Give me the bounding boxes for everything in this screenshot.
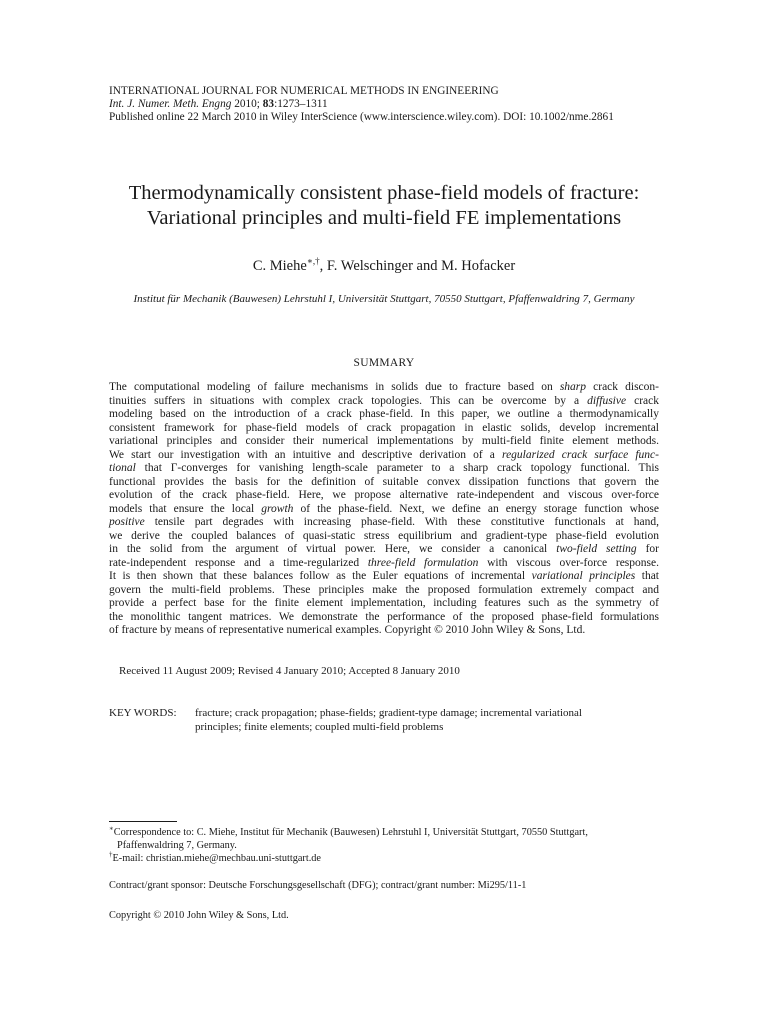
- abstract-segment: variational principles and consider their numerical implementations by multi-field finite element methods.: [109, 435, 659, 447]
- abstract-line: [109, 570, 659, 584]
- footnote-correspondence-text: Correspondence to: C. Miehe, Institut für Mechanik (Bauwesen) Lehrstuhl I, Universität Stuttgart, 70550 Stuttgart,: [113, 827, 588, 838]
- abstract-emphasis: three-field formulation: [367, 556, 479, 569]
- author-rest: , F. Welschinger and M. Hofacker: [319, 258, 516, 274]
- abstract-segment: tinuities suffers in situations with complex crack topologies. This can be overcome by a: [109, 394, 588, 407]
- abstract-segment: crack discon-: [586, 381, 659, 393]
- abstract-emphasis: two-field setting: [556, 543, 637, 555]
- citation-abbrev: Int. J. Numer. Meth. Engng: [109, 98, 232, 110]
- abstract-line: [109, 476, 659, 490]
- abstract-segment: of the phase-field. Next, we define an energy storage function whose: [293, 502, 659, 515]
- abstract-line: [109, 624, 659, 638]
- abstract-line: [109, 611, 659, 625]
- abstract-text: [109, 381, 659, 638]
- abstract-segment: the monolithic tangent matrices. We demonstrate the performance of the proposed phase-field formulations: [109, 610, 659, 623]
- citation-year: 2010;: [234, 98, 260, 110]
- journal-name: INTERNATIONAL JOURNAL FOR NUMERICAL METHODS IN ENGINEERING: [109, 85, 499, 97]
- abstract-segment: models that ensure the local: [109, 502, 262, 515]
- title-line-1: Thermodynamically consistent phase-field models of fracture:: [128, 182, 640, 204]
- abstract-segment: with viscous over-force response.: [478, 556, 659, 569]
- footnote-rule: [109, 821, 177, 822]
- abstract-segment: The computational modeling of failure mechanisms in solids due to fracture based on: [109, 381, 560, 393]
- abstract-segment: govern the multi-field problems. These principles make the proposed formulation extremely compact and: [109, 583, 659, 596]
- abstract-emphasis: tional: [109, 462, 136, 474]
- title-line-2: Variational principles and multi-field FE implementations: [146, 207, 622, 229]
- keywords-line-2: principles; finite elements; coupled multi-field problems: [195, 721, 444, 733]
- abstract-line: [109, 597, 659, 611]
- abstract-line: [109, 435, 659, 449]
- abstract-segment: We start our investigation with an intuitive and descriptive derivation of a: [109, 448, 503, 461]
- summary-heading: SUMMARY: [353, 357, 415, 369]
- keywords-label: KEY WORDS:: [109, 707, 177, 719]
- abstract-emphasis: positive: [109, 516, 145, 528]
- footnotes: [109, 826, 664, 865]
- keywords-values: [195, 706, 659, 734]
- abstract-line: [109, 462, 659, 476]
- author-footnote-marks: ∗,†: [306, 256, 320, 267]
- abstract-segment: provide a perfect base for the finite element implementation, including features such as the symmetry of: [109, 597, 659, 609]
- copyright-notice: Copyright © 2010 John Wiley & Sons, Ltd.: [109, 910, 289, 921]
- abstract-segment: modeling based on the introduction of a crack phase-field. In this paper, we outline a thermodynamically: [109, 408, 659, 420]
- keywords: [109, 706, 659, 734]
- abstract-segment: It is then shown that these balances follow as the Euler equations of incremental: [109, 570, 532, 582]
- journal-header: [109, 85, 669, 124]
- abstract-emphasis: growth: [261, 502, 294, 515]
- contract-sponsor: Contract/grant sponsor: Deutsche Forschungsgesellschaft (DFG); contract/grant number: Mi295/11-1: [109, 880, 527, 891]
- abstract-segment: for: [636, 543, 659, 555]
- abstract-segment: consistent framework for phase-field models of crack propagation in elastic solids, develop incremental: [109, 421, 659, 434]
- author-first: C. Miehe: [252, 258, 307, 274]
- abstract-line: [109, 530, 659, 544]
- abstract-segment: evolution of the crack phase-field. Here, we propose alternative rate-independent and viscous over-force: [109, 489, 659, 501]
- abstract-segment: that: [635, 570, 660, 582]
- received-dates: Received 11 August 2009; Revised 4 January 2010; Accepted 8 January 2010: [119, 665, 460, 677]
- abstract-line: [109, 584, 659, 598]
- abstract-line: [109, 516, 659, 530]
- abstract-line: [109, 557, 659, 571]
- abstract-line: [109, 408, 659, 422]
- footnote-mark-1: ∗: [109, 824, 114, 833]
- abstract-segment: that Γ-converges for vanishing length-scale parameter to a sharp crack topology functional. This: [135, 462, 659, 474]
- footnote-email-text: E-mail: christian.miehe@mechbau.uni-stuttgart.de: [112, 853, 321, 864]
- footnote-correspondence-cont: Pfaffenwaldring 7, Germany.: [117, 840, 237, 851]
- footnote-mark-2: †: [109, 850, 113, 859]
- abstract-segment: tensile part degrades with increasing phase-field. With these constitutive functionals at hand,: [144, 516, 659, 528]
- citation-volume: 83: [262, 98, 275, 110]
- abstract-segment: rate-independent response and a time-regularized: [109, 556, 368, 569]
- abstract-emphasis: variational principles: [531, 570, 636, 582]
- abstract-emphasis: sharp: [559, 381, 587, 393]
- abstract-segment: in the solid from the argument of virtual power. Here, we consider a canonical: [109, 543, 557, 555]
- keywords-line-1: fracture; crack propagation; phase-fields; gradient-type damage; incremental variational: [195, 707, 582, 719]
- abstract-segment: we derive the coupled balances of quasi-static stress equilibrium and gradient-type phase-field evolution: [109, 529, 659, 542]
- footnote-email: [109, 852, 664, 865]
- paper-title: [60, 181, 708, 231]
- citation-pages: :1273–1311: [274, 98, 328, 110]
- author-list: [60, 257, 708, 275]
- abstract-segment: of fracture by means of representative numerical examples. Copyright © 2010 John Wiley & Sons, Ltd.: [109, 624, 586, 636]
- abstract-line: [109, 422, 659, 436]
- affiliation: Institut für Mechanik (Bauwesen) Lehrstuhl I, Universität Stuttgart, 70550 Stuttgart, Pfaffenwaldring 7, Germany: [133, 293, 635, 305]
- abstract-segment: crack: [626, 394, 659, 407]
- journal-citation: [109, 98, 669, 111]
- publication-info: Published online 22 March 2010 in Wiley InterScience (www.interscience.wiley.com). DOI: 10.1002/nme.2861: [109, 111, 614, 123]
- abstract-line: [109, 503, 659, 517]
- abstract-segment: functional provides the basis for the definition of suitable convex dissipation functions that govern the: [109, 475, 659, 488]
- abstract-emphasis: diffusive: [587, 394, 627, 407]
- abstract-line: [109, 543, 659, 557]
- abstract-line: [109, 381, 659, 395]
- abstract-line: [109, 395, 659, 409]
- abstract-line: [109, 489, 659, 503]
- footnote-correspondence: [109, 826, 664, 839]
- abstract-line: [109, 449, 659, 463]
- abstract-emphasis: regularized crack surface func-: [502, 448, 659, 461]
